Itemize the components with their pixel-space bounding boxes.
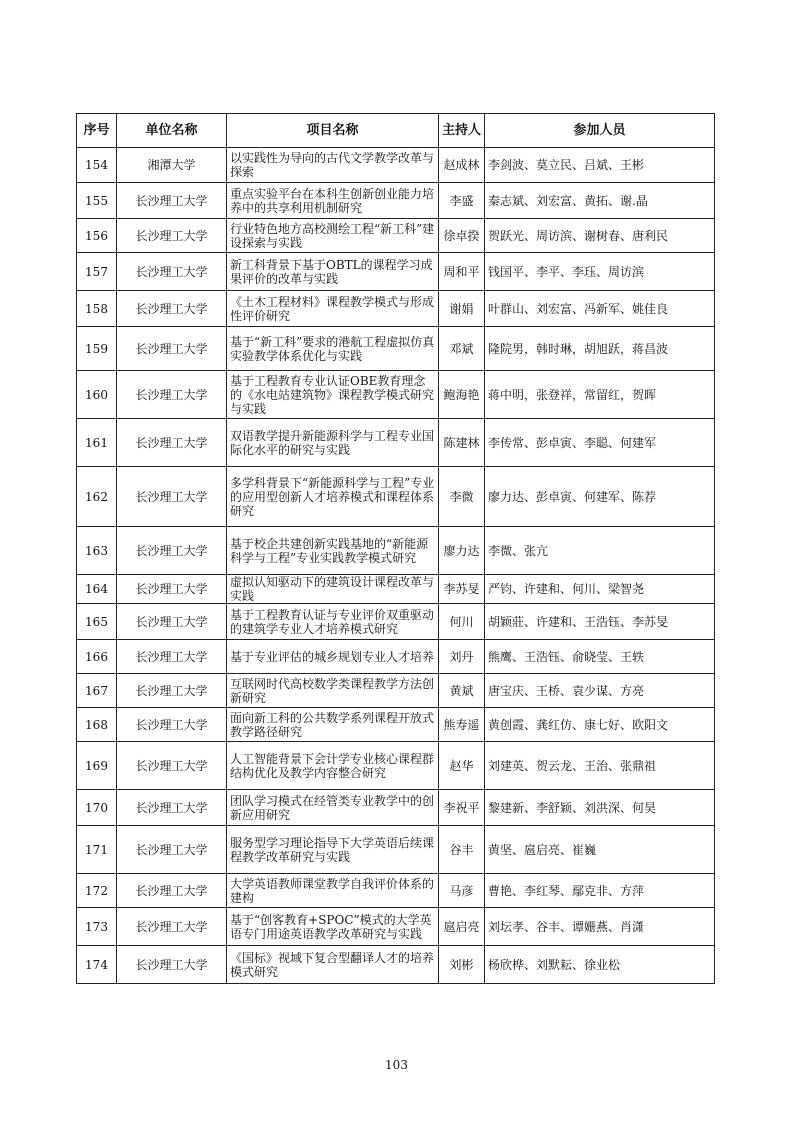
row-index: 163 — [77, 527, 117, 575]
row-project: 服务型学习理论指导下大学英语后续课程教学改革研究与实践 — [227, 826, 439, 874]
row-project: 双语教学提升新能源科学与工程专业国际化水平的研究与实践 — [227, 419, 439, 467]
row-index: 164 — [77, 575, 117, 604]
row-host: 李盛 — [439, 183, 485, 219]
projects-table — [76, 113, 715, 984]
row-members: 唐宝庆、王桥、袁少谋、方亮 — [485, 674, 715, 708]
row-index: 172 — [77, 874, 117, 908]
table-row — [77, 742, 715, 790]
table-row — [77, 874, 715, 908]
row-project: 互联网时代高校数学类课程教学方法创新研究 — [227, 674, 439, 708]
row-members: 黎建新、李舒颖、刘洪深、何昊 — [485, 790, 715, 826]
row-members: 刘坛孝、谷丰、谭姗燕、肖潇 — [485, 908, 715, 946]
row-index: 169 — [77, 742, 117, 790]
row-project: 基于工程教育专业认证OBE教育理念的《水电站建筑物》课程教学模式研究与实践 — [227, 371, 439, 419]
row-index: 156 — [77, 219, 117, 253]
row-host: 李苏旻 — [439, 575, 485, 604]
row-host: 陈建林 — [439, 419, 485, 467]
row-host: 赵成林 — [439, 148, 485, 183]
row-host: 谷丰 — [439, 826, 485, 874]
row-unit: 长沙理工大学 — [117, 327, 227, 371]
row-host: 刘丹 — [439, 640, 485, 674]
page-number: 103 — [385, 1058, 408, 1072]
header-unit: 单位名称 — [117, 114, 227, 148]
table-row — [77, 371, 715, 419]
row-host: 扈启亮 — [439, 908, 485, 946]
table-row — [77, 604, 715, 640]
row-unit: 长沙理工大学 — [117, 604, 227, 640]
table-body — [77, 148, 715, 984]
row-project: 多学科背景下“新能源科学与工程”专业的应用型创新人才培养模式和课程体系研究 — [227, 467, 439, 527]
table-row — [77, 467, 715, 527]
row-index: 166 — [77, 640, 117, 674]
row-project: 人工智能背景下会计学专业核心课程群结构优化及教学内容整合研究 — [227, 742, 439, 790]
row-unit: 长沙理工大学 — [117, 419, 227, 467]
row-index: 168 — [77, 708, 117, 742]
row-index: 170 — [77, 790, 117, 826]
row-members: 廖力达、彭卓寅、何建军、陈荐 — [485, 467, 715, 527]
row-unit: 长沙理工大学 — [117, 527, 227, 575]
row-unit: 长沙理工大学 — [117, 575, 227, 604]
header-members: 参加人员 — [485, 114, 715, 148]
table-header-row — [77, 114, 715, 148]
table-row — [77, 908, 715, 946]
row-project: 面向新工科的公共数学系列课程开放式教学路径研究 — [227, 708, 439, 742]
row-members: 隆院男，韩时琳，胡旭跃，蒋昌波 — [485, 327, 715, 371]
row-host: 廖力达 — [439, 527, 485, 575]
row-index: 173 — [77, 908, 117, 946]
row-index: 159 — [77, 327, 117, 371]
row-host: 李祝平 — [439, 790, 485, 826]
row-project: 基于工程教育认证与专业评价双重驱动的建筑学专业人才培养模式研究 — [227, 604, 439, 640]
row-host: 赵华 — [439, 742, 485, 790]
row-index: 165 — [77, 604, 117, 640]
row-unit: 湘潭大学 — [117, 148, 227, 183]
row-members: 贺跃光、周访滨、谢树春、唐利民 — [485, 219, 715, 253]
row-members: 熊鹰、王浩钰、俞晓莹、王轶 — [485, 640, 715, 674]
row-unit: 长沙理工大学 — [117, 219, 227, 253]
row-host: 刘彬 — [439, 946, 485, 984]
table-row — [77, 708, 715, 742]
row-unit: 长沙理工大学 — [117, 874, 227, 908]
header-index: 序号 — [77, 114, 117, 148]
row-unit: 长沙理工大学 — [117, 790, 227, 826]
row-index: 161 — [77, 419, 117, 467]
row-unit: 长沙理工大学 — [117, 742, 227, 790]
table-row — [77, 527, 715, 575]
row-project: 基于校企共建创新实践基地的“新能源科学与工程”专业实践教学模式研究 — [227, 527, 439, 575]
row-host: 徐卓揆 — [439, 219, 485, 253]
row-project: 《国标》视域下复合型翻译人才的培养模式研究 — [227, 946, 439, 984]
row-members: 李传常、彭卓寅、李聪、何建军 — [485, 419, 715, 467]
table-row — [77, 291, 715, 327]
row-members: 黄创霞、龚红仿、康七好、欧阳文 — [485, 708, 715, 742]
row-project: 《土木工程材料》课程教学模式与形成性评价研究 — [227, 291, 439, 327]
table-row — [77, 640, 715, 674]
row-members: 杨欣桦、刘默耘、徐业松 — [485, 946, 715, 984]
row-index: 158 — [77, 291, 117, 327]
row-host: 谢娟 — [439, 291, 485, 327]
header-host: 主持人 — [439, 114, 485, 148]
row-host: 鲍海艳 — [439, 371, 485, 419]
row-members: 曹艳、李红琴、鄢克非、方萍 — [485, 874, 715, 908]
row-index: 160 — [77, 371, 117, 419]
row-members: 叶群山、刘宏富、冯新军、姚佳良 — [485, 291, 715, 327]
row-unit: 长沙理工大学 — [117, 183, 227, 219]
row-unit: 长沙理工大学 — [117, 826, 227, 874]
row-members: 胡颖莊、许建和、王浩钰、李苏旻 — [485, 604, 715, 640]
row-members: 黄坚、扈启亮、崔巍 — [485, 826, 715, 874]
row-host: 李微 — [439, 467, 485, 527]
table-row — [77, 183, 715, 219]
row-project: 大学英语教师课堂教学自我评价体系的建构 — [227, 874, 439, 908]
row-unit: 长沙理工大学 — [117, 467, 227, 527]
row-project: 基于“创客教育+SPOC”模式的大学英语专门用途英语教学改革研究与实践 — [227, 908, 439, 946]
row-unit: 长沙理工大学 — [117, 908, 227, 946]
row-unit: 长沙理工大学 — [117, 708, 227, 742]
table-row — [77, 253, 715, 291]
row-host: 熊寿遥 — [439, 708, 485, 742]
table-row — [77, 219, 715, 253]
row-members: 严钧、许建和、何川、梁智尧 — [485, 575, 715, 604]
table-row — [77, 148, 715, 183]
table-row — [77, 826, 715, 874]
row-members: 李微、张亢 — [485, 527, 715, 575]
table-row — [77, 790, 715, 826]
row-project: 新工科背景下基于OBTL的课程学习成果评价的改革与实践 — [227, 253, 439, 291]
row-unit: 长沙理工大学 — [117, 371, 227, 419]
row-project: 重点实验平台在本科生创新创业能力培养中的共享利用机制研究 — [227, 183, 439, 219]
row-project: 行业特色地方高校测绘工程“新工科”建设探索与实践 — [227, 219, 439, 253]
row-index: 174 — [77, 946, 117, 984]
row-index: 155 — [77, 183, 117, 219]
row-host: 马彦 — [439, 874, 485, 908]
row-host: 周和平 — [439, 253, 485, 291]
row-project: 虚拟认知驱动下的建筑设计课程改革与实践 — [227, 575, 439, 604]
row-index: 154 — [77, 148, 117, 183]
header-project: 项目名称 — [227, 114, 439, 148]
row-host: 何川 — [439, 604, 485, 640]
row-host: 邓斌 — [439, 327, 485, 371]
row-project: 以实践性为导向的古代文学教学改革与探索 — [227, 148, 439, 183]
row-unit: 长沙理工大学 — [117, 253, 227, 291]
row-members: 钱国平、李平、李珏、周访滨 — [485, 253, 715, 291]
table-row — [77, 674, 715, 708]
row-index: 162 — [77, 467, 117, 527]
row-project: 团队学习模式在经管类专业教学中的创新应用研究 — [227, 790, 439, 826]
row-index: 157 — [77, 253, 117, 291]
row-project: 基于“新工科”要求的港航工程虚拟仿真实验教学体系优化与实践 — [227, 327, 439, 371]
row-members: 李剑波、莫立民、吕斌、王彬 — [485, 148, 715, 183]
table-row — [77, 419, 715, 467]
row-unit: 长沙理工大学 — [117, 640, 227, 674]
table-row — [77, 327, 715, 371]
row-project: 基于专业评估的城乡规划专业人才培养 — [227, 640, 439, 674]
row-members: 蒋中明，张登祥，常留红，贺晖 — [485, 371, 715, 419]
row-unit: 长沙理工大学 — [117, 674, 227, 708]
row-index: 167 — [77, 674, 117, 708]
row-members: 刘建英、贺云龙、王治、张鼎祖 — [485, 742, 715, 790]
row-unit: 长沙理工大学 — [117, 291, 227, 327]
table-row — [77, 946, 715, 984]
table-row — [77, 575, 715, 604]
row-host: 黄斌 — [439, 674, 485, 708]
row-unit: 长沙理工大学 — [117, 946, 227, 984]
row-members: 秦志斌、刘宏富、黄拓、谢.晶 — [485, 183, 715, 219]
row-index: 171 — [77, 826, 117, 874]
